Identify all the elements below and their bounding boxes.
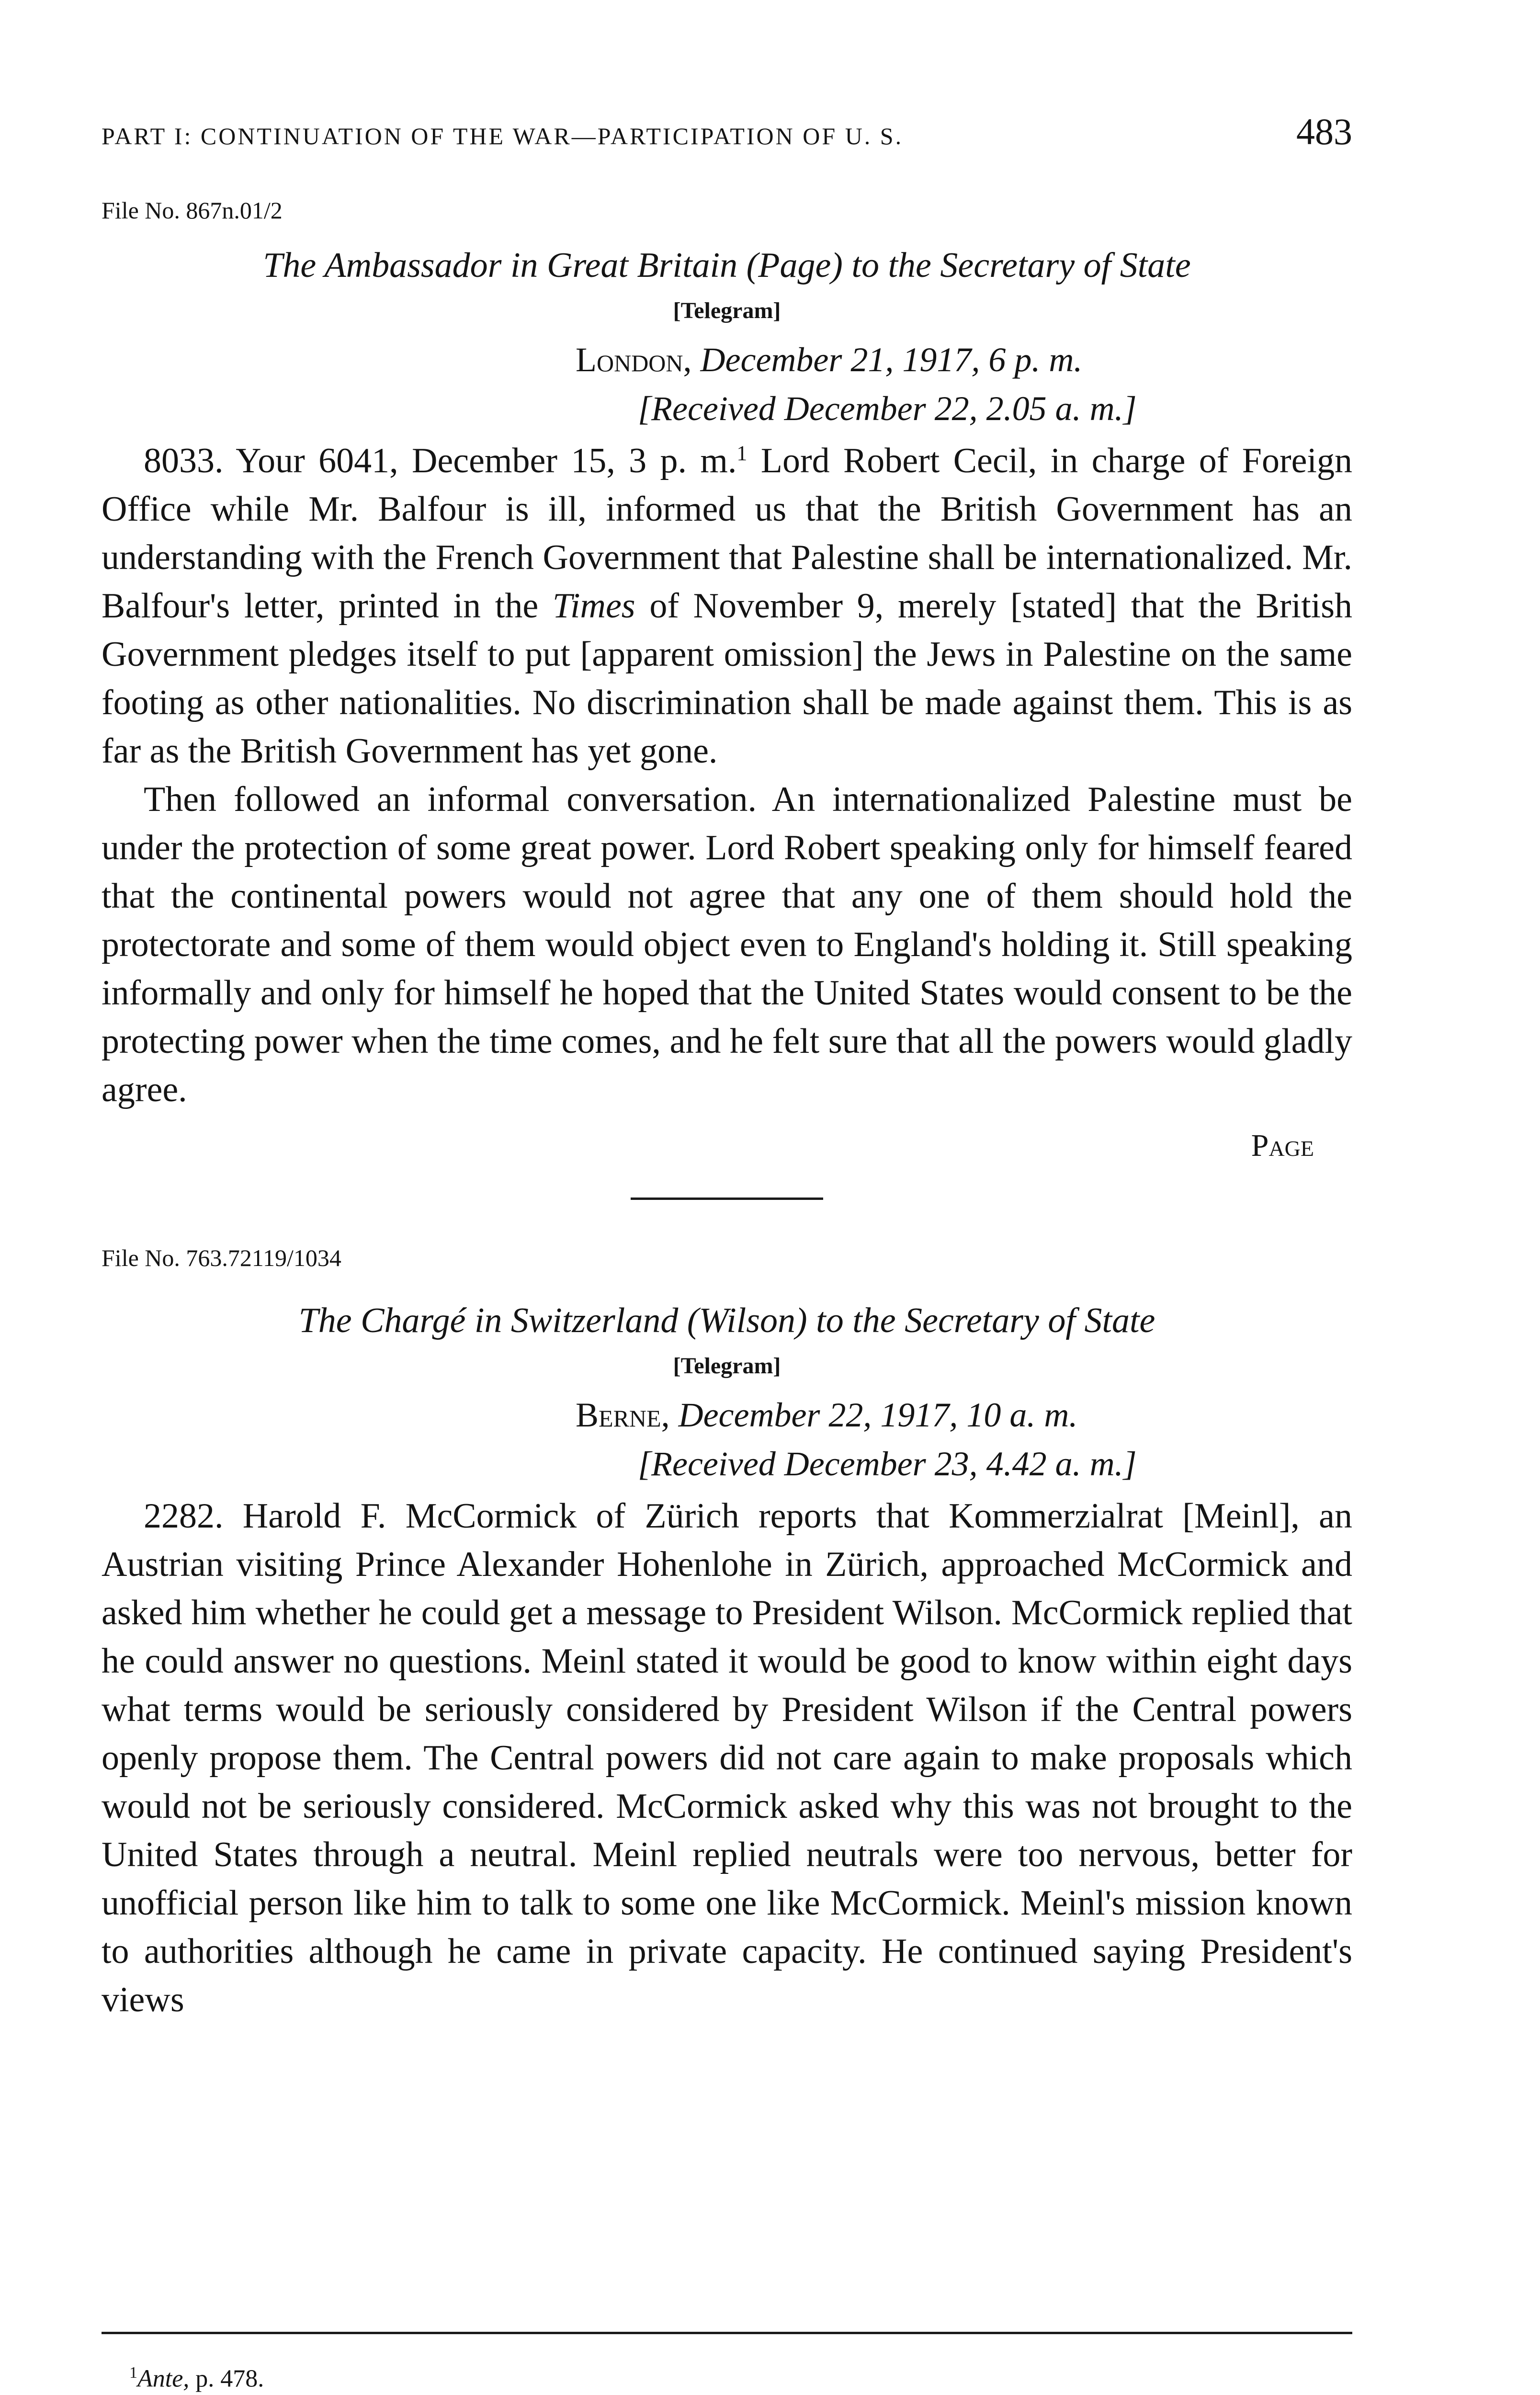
section-divider xyxy=(631,1198,823,1200)
footnote-ref: 1 xyxy=(736,441,747,465)
dateline xyxy=(102,335,1352,384)
footnote xyxy=(129,2364,264,2393)
signature: Page xyxy=(1251,1128,1314,1163)
dateline-date: December 21, 1917, 6 p. m. xyxy=(700,341,1083,379)
document-title: The Ambassador in Great Britain (Page) to the Secretary of State xyxy=(263,246,1191,285)
footnote-marker: 1 xyxy=(129,2364,137,2382)
file-number: File No. 763.72119/1034 xyxy=(102,1244,341,1271)
paragraph-text: 8033. Your 6041, December 15, 3 p. m. xyxy=(144,441,737,480)
paragraph: 2282. Harold F. McCormick of Zürich reports that Kommerzialrat [Meinl], an Austrian visiting Prince Alexander Hohenlohe in Zürich, approached McCormick and asked him whether he could get a message to President Wilson. McCormick replied that he could answer no questions. Meinl stated it would be good to know within eight days what terms would be seriously considered by President Wilson if the Central powers openly propose them. The Central powers did not care again to make proposals which would not be seriously considered. McCormick asked why this was not brought to the United States through a neutral. Meinl replied neutrals were too nervous, better for unofficial person like him to talk to some one like McCormick. Meinl's mission known to authorities although he came in private capacity. He continued saying President's views xyxy=(102,1496,1352,2019)
paragraph: Then followed an informal conversation. An internationalized Palestine must be under the protection of some great power. Lord Robert speaking only for himself feared that the continental powers would not agree that any one of them should hold the protectorate and some of them would object even to England's holding it. Still speaking informally and only for himself he hoped that the United States would consent to be the protecting power when the time comes, and he felt sure that all the powers would gladly agree. xyxy=(102,780,1352,1109)
page-number: 483 xyxy=(1296,111,1352,152)
footnote-rule xyxy=(102,2332,1352,2334)
telegram-label: [Telegram] xyxy=(673,1353,781,1379)
footnote-page: p. 478. xyxy=(189,2365,264,2393)
dateline-place: London, xyxy=(576,341,692,379)
document-1 xyxy=(102,196,1352,1164)
telegram-label: [Telegram] xyxy=(673,298,781,323)
running-head xyxy=(102,110,1352,168)
document-2 xyxy=(102,1244,1352,2024)
newspaper-title: Times xyxy=(552,586,635,626)
page xyxy=(102,110,1352,2024)
file-number: File No. 867n.01/2 xyxy=(102,197,283,224)
document-body xyxy=(102,1492,1352,2024)
footnote-ref-word: Ante, xyxy=(137,2365,190,2393)
document-title: The Chargé in Switzerland (Wilson) to the Secretary of State xyxy=(298,1301,1155,1340)
paragraph xyxy=(102,437,1352,776)
received-line: [Received December 23, 4.42 a. m.] xyxy=(638,1445,1137,1483)
paragraph-text: of November 9, merely [stated] that the British Government pledges itself to put [apparent omission] the Jews in Palestine on the same footing as other nationalities. No discrimination shall be made against them. This is as far as the British Government has yet gone. xyxy=(102,586,1353,771)
document-body xyxy=(102,437,1352,1114)
running-head-title: PART I: CONTINUATION OF THE WAR—PARTICIPATION OF U. S. xyxy=(102,123,904,149)
dateline-place: Berne, xyxy=(576,1396,670,1434)
received-line: [Received December 22, 2.05 a. m.] xyxy=(638,389,1137,428)
paragraph-text: Lord Robert Cecil, in charge of Foreign Office while Mr. Balfour is ill, informed us that the British Government has an understanding with the French Government that Palestine shall be internationalized. Mr. Balfour's letter, printed in the xyxy=(102,441,1352,626)
dateline-date: December 22, 1917, 10 a. m. xyxy=(678,1396,1078,1434)
dateline xyxy=(102,1391,1352,1439)
